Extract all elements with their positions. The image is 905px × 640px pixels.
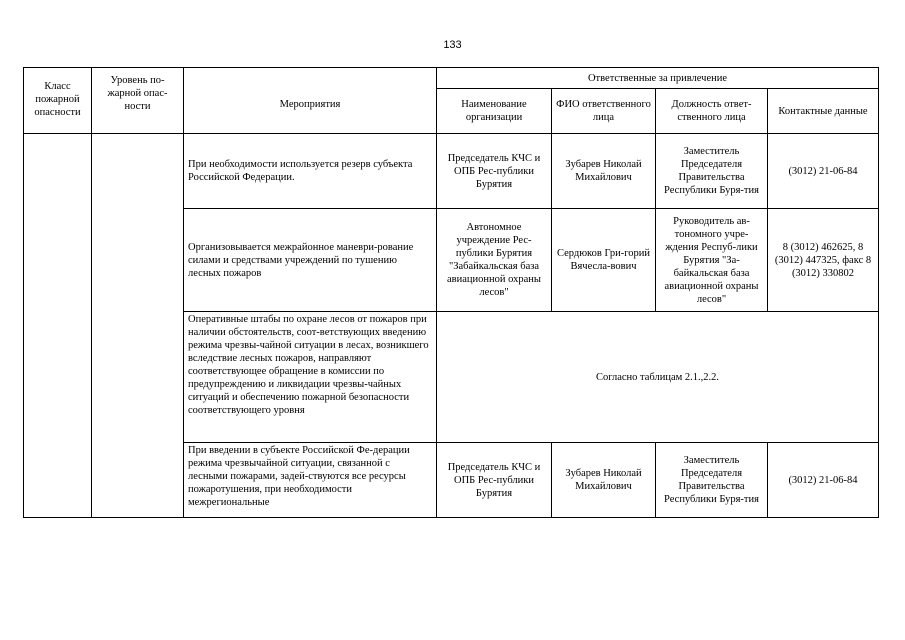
class-cell	[24, 134, 92, 518]
header-responsible: Ответственные за привлечение	[437, 68, 879, 89]
position-cell: Заместитель Председателя Правительства Республики Буря-тия	[656, 134, 768, 209]
header-position: Должность ответ-ственного лица	[656, 89, 768, 134]
measure-cell: Оперативные штабы по охране лесов от пожаров при наличии обстоятельств, соот-ветствующих введению режима чрезвы-чайной ситуации в лесах, возникшего вследствие лесных пожаров, направляют соответствующее обращение в комиссии по предупреждению и ликвидации чрезвы-чайных ситуаций и обеспечению пожарной безопасности соответствующего уровня	[184, 312, 437, 443]
merged-note-cell: Согласно таблицам 2.1.,2.2.	[437, 312, 879, 443]
measure-cell: При введении в субъекте Российской Фе-дерации режима чрезвычайной ситуации, связанной с лесными пожарами, задей-ствуются все ресурсы пожаротушения, при необходимости межрегиональные	[184, 443, 437, 518]
fio-cell: Зубарев Николай Михайлович	[552, 443, 656, 518]
org-cell: Председатель КЧС и ОПБ Рес-публики Бурятия	[437, 134, 552, 209]
header-measures: Мероприятия	[184, 68, 437, 134]
org-cell: Председатель КЧС и ОПБ Рес-публики Бурятия	[437, 443, 552, 518]
header-level: Уровень по-жарной опас-ности	[92, 68, 184, 134]
position-cell: Руководитель ав-тономного учре-ждения Респуб-лики Бурятия "За-байкальская база авиационной охраны лесов"	[656, 209, 768, 312]
responsibility-table	[23, 67, 879, 518]
header-fio: ФИО ответственного лица	[552, 89, 656, 134]
header-org: Наименование организации	[437, 89, 552, 134]
contacts-cell: (3012) 21-06-84	[768, 443, 879, 518]
fio-cell: Зубарев Николай Михайлович	[552, 134, 656, 209]
table-row	[24, 134, 879, 209]
org-cell: Автономное учреждение Рес-публики Бурятия "Забайкальская база авиационной охраны лесов"	[437, 209, 552, 312]
level-cell	[92, 134, 184, 518]
contacts-cell: 8 (3012) 462625, 8 (3012) 447325, факс 8 (3012) 330802	[768, 209, 879, 312]
position-cell: Заместитель Председателя Правительства Республики Буря-тия	[656, 443, 768, 518]
measure-cell: При необходимости используется резерв субъекта Российской Федерации.	[184, 134, 437, 209]
header-row-1	[24, 68, 879, 89]
header-contacts: Контактные данные	[768, 89, 879, 134]
header-class: Класс пожарной опасности	[24, 68, 92, 134]
fio-cell: Сердюков Гри-горий Вячесла-вович	[552, 209, 656, 312]
contacts-cell: (3012) 21-06-84	[768, 134, 879, 209]
page-number: 133	[443, 39, 462, 51]
measure-cell: Организовывается межрайонное маневри-рование силами и средствами учреждений по тушению лесных пожаров	[184, 209, 437, 312]
